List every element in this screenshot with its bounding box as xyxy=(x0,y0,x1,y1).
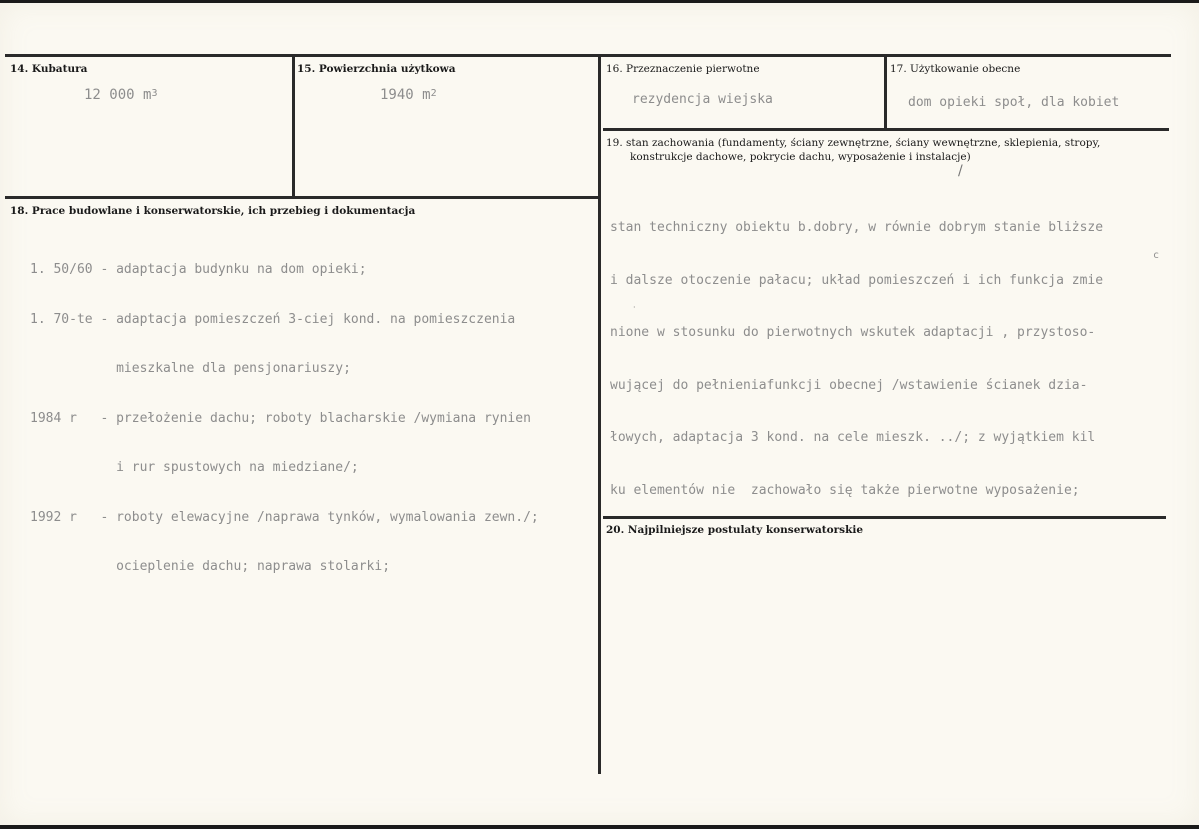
powierzchnia-unit-exponent: 2 xyxy=(430,88,437,99)
uzytkowanie-value: dom opieki społ, dla kobiet xyxy=(908,95,1120,110)
stan-line: łowych, adaptacja 3 kond. na cele mieszk. ../; z wyjątkiem kil xyxy=(610,430,1096,445)
stan-line: wującej do pełnieniafunkcji obecnej /wstawienie ścianek dzia- xyxy=(610,377,1088,393)
prace-line: ocieplenie dachu; naprawa stolarki; xyxy=(30,559,391,574)
stan-line: stan techniczny obiektu b.dobry, w równie dobrym stanie bliższe xyxy=(610,220,1104,235)
record-card xyxy=(0,3,1199,825)
kubatura-label: 14. Kubatura xyxy=(10,63,88,75)
uzytkowanie-label: 17. Użytkowanie obecne xyxy=(890,63,1021,75)
postulaty-label: 20. Najpilniejsze postulaty konserwatorskie xyxy=(606,524,864,536)
kubatura-unit-exponent: 3 xyxy=(151,88,158,99)
stan-line: nione w stosunku do pierwotnych wskutek adaptacji , przystoso- xyxy=(610,325,1096,340)
pen-tick-mark: / xyxy=(958,163,963,179)
prace-line: 1992 r - roboty elewacyjne /naprawa tynków, wymalowania zewn./; xyxy=(30,509,539,525)
stan-line: i dalsze otoczenie pałacu; układ pomieszczeń i ich funkcja zmie xyxy=(610,272,1104,288)
prace-line: 1984 r - przełożenie dachu; roboty blacharskie /wymiana rynien xyxy=(30,410,531,426)
stray-dot: · xyxy=(633,303,636,312)
rule-mid-left xyxy=(5,196,601,199)
przeznaczenie-value: rezydencja wiejska xyxy=(632,92,773,107)
rule-col-1 xyxy=(292,54,295,199)
stan-superscript-note: c xyxy=(1153,250,1160,261)
stan-label-line2: konstrukcje dachowe, pokrycie dachu, wyposażenie i instalacje) xyxy=(630,151,971,163)
prace-text xyxy=(30,229,539,609)
prace-line: i rur spustowych na miedziane/; xyxy=(30,460,359,475)
stan-line: ku elementów nie zachowało się także pierwotne wyposażenie; xyxy=(610,482,1080,498)
powierzchnia-label: 15. Powierzchnia użytkowa xyxy=(297,63,456,75)
rule-col-center xyxy=(598,54,601,774)
prace-line: 1. 50/60 - adaptacja budynku na dom opieki; xyxy=(30,262,367,277)
rule-col-3 xyxy=(884,54,887,130)
powierzchnia-value: 1940 $m^2$ xyxy=(380,87,437,103)
prace-line: mieszkalne dla pensjonariuszy; xyxy=(30,361,351,376)
przeznaczenie-label: 16. Przeznaczenie pierwotne xyxy=(606,63,760,75)
prace-line: 1. 70-te - adaptacja pomieszczeń 3-ciej kond. na pomieszczenia xyxy=(30,311,516,327)
prace-label: 18. Prace budowlane i konserwatorskie, ich przebieg i dokumentacja xyxy=(10,205,416,217)
stan-text xyxy=(610,184,1103,534)
kubatura-value: 12 000 $m^3$ xyxy=(84,87,158,103)
rule-top xyxy=(5,54,1171,57)
stan-label-line1: 19. stan zachowania (fundamenty, ściany zewnętrzne, ściany wewnętrzne, sklepienia, stropy, xyxy=(606,137,1101,149)
